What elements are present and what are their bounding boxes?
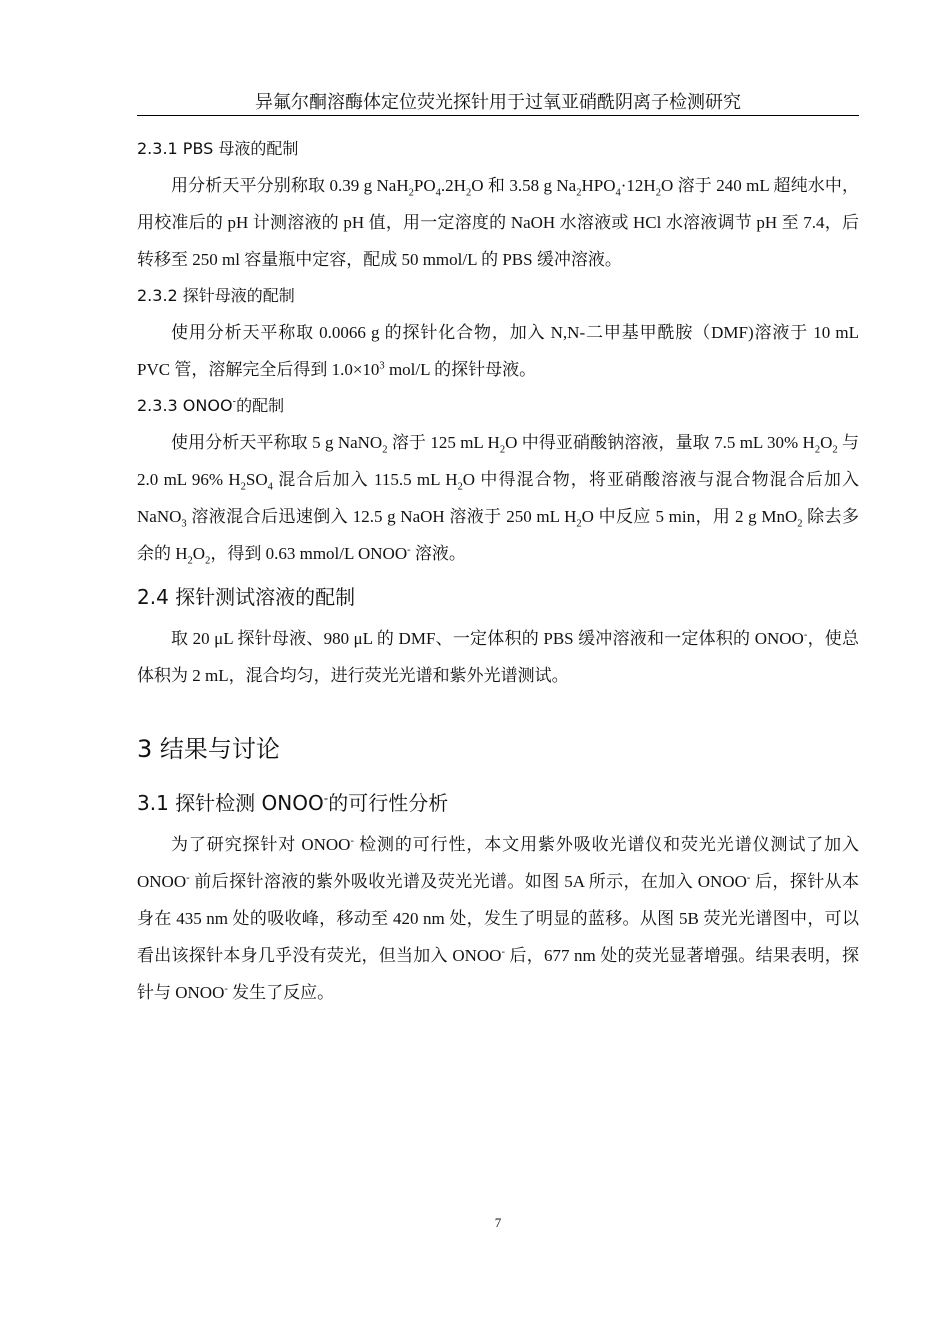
section-2-3-2-paragraph: 使用分析天平称取 0.0066 g 的探针化合物，加入 N,N-二甲基甲酰胺（DMF)溶液于 10 mL PVC 管，溶解完全后得到 $1.0\times 10^3$ mol/L 的探针母液。	[137, 323, 859, 379]
section-2-4-paragraph: 取 20 μL 探针母液、980 μL 的 DMF、一定体积的 PBS 缓冲溶液和一定体积的 ONOO-，使总体积为 2 mL，混合均匀，进行荧光光谱和紫外光谱测试。	[137, 629, 860, 685]
section-2-3-1-heading: 2.3.1 PBS 母液的配制	[137, 139, 299, 158]
section-3-1-paragraph: 为了研究探针对 ONOO- 检测的可行性，本文用紫外吸收光谱仪和荧光光谱仪测试了加入 ONOO- 前后探针溶液的紫外吸收光谱及荧光光谱。如图 5A 所示，在加入 ONOO- 后，探针从本身在 435 nm 处的吸收峰，移动至 420 nm 处，发生了明显的蓝移。从图 5B 荧光光谱图中，可以看出该探针本身几乎没有荧光，但当加入 ONOO- 后，677 nm 处的荧光显著增强。结果表明，探针与 ONOO- 发生了反应。	[137, 835, 860, 1002]
running-header: 异氟尔酮溶酶体定位荧光探针用于过氧亚硝酰阴离子检测研究	[255, 92, 741, 112]
section-2-3-2-heading: 2.3.2 探针母液的配制	[137, 286, 295, 305]
chapter-3-heading: 3 结果与讨论	[137, 735, 280, 763]
section-2-3-1-paragraph: 用分析天平分别称取 0.39 g $NaH_2PO_4.2H_2O$ 和 3.58 g $Na_2HPO_4\cdot 12H_2O$ 溶于 240 mL 超纯水中，用校准后的 pH 计测溶液的 pH 值，用一定溶度的 NaOH 水溶液或 HCl 水溶液调节 pH 至 7.4，后转移至 250 ml 容量瓶中定容，配成 50 mmol/L 的 PBS 缓冲溶液。	[137, 176, 859, 269]
section-3-1-heading: 3.1 探针检测 ONOO-的可行性分析	[137, 790, 449, 815]
section-2-3-3-heading: 2.3.3 ONOO-的配制	[137, 396, 285, 415]
page-body	[137, 131, 859, 1011]
page-number: 7	[494, 1215, 502, 1230]
section-2-4-heading: 2.4 探针测试溶液的配制	[137, 585, 356, 609]
header-rule	[137, 115, 859, 116]
section-2-3-3-paragraph: 使用分析天平称取 5 g NaNO$_2$ 溶于 125 mL $H_2O$ 中得亚硝酸钠溶液，量取 7.5 mL 30% $H_2O_2$ 与 2.0 mL 96% $H_2SO_4$ 混合后加入 115.5 mL $H_2O$ 中得混合物，将亚硝酸溶液与混合物混合后加入 NaNO$_3$ 溶液混合后迅速倒入 12.5 g NaOH 溶液于 250 mL $H_2O$ 中反应 5 min，用 2 g MnO$_2$ 除去多余的 $H_2O_2$，得到 0.63 mmol/L ONOO- 溶液。	[137, 433, 859, 567]
